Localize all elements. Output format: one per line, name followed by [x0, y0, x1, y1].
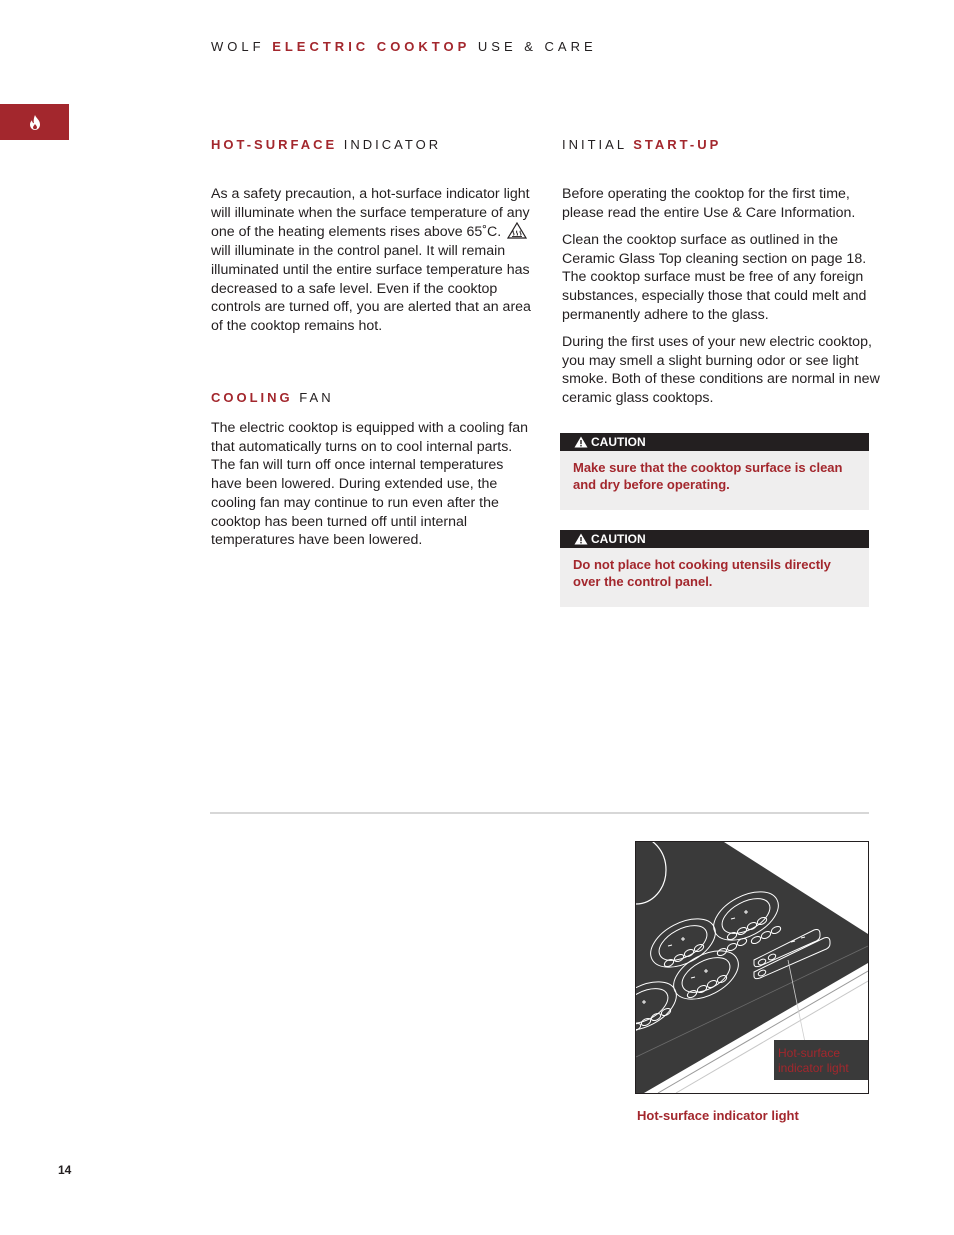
- caution-text: Do not place hot cooking utensils directly over the control panel.: [573, 557, 831, 589]
- hot-surface-warning-icon: [507, 222, 527, 239]
- startup-paragraph: Clean the cooktop surface as outlined in the Ceramic Glass Top cleaning section on page 18. The cooktop surface must be free of any foreign substances, especially those that could melt and permanently adhere to the glass.: [562, 231, 867, 323]
- header-product: ELECTRIC COOKTOP: [272, 39, 471, 54]
- hot-surface-text-1: As a safety precaution, a hot-surface indicator light will illuminate when the surface temperature of any one of the heating elements rises above 65˚C.: [211, 186, 530, 241]
- flame-icon: [29, 115, 41, 130]
- cooling-fan-paragraph: The electric cooktop is equipped with a cooling fan that automatically turns on to cool internal parts. The fan will turn off once internal temperatures have been lowered. During extended use, the cooling fan may continue to run even after the cooktop has been turned off until internal temperatures have been lowered.: [211, 420, 529, 549]
- warning-triangle-icon: [574, 533, 588, 545]
- initial-startup-title-bold: START-UP: [633, 137, 722, 152]
- hot-surface-title-bold: HOT-SURFACE: [211, 137, 338, 152]
- header-suffix: USE & CARE: [477, 39, 597, 54]
- callout-line-1: Hot-surface: [778, 1046, 841, 1060]
- figure-callout: [778, 1046, 849, 1076]
- figure-caption: Hot-surface indicator light: [637, 1108, 799, 1123]
- cooling-fan-title: [211, 390, 334, 405]
- initial-startup-title-rest: INITIAL: [562, 137, 627, 152]
- caution-box: [560, 433, 869, 510]
- hot-surface-title-rest: INDICATOR: [343, 137, 442, 152]
- callout-line-2: indicator light: [778, 1061, 849, 1075]
- startup-paragraph: During the first uses of your new electric cooktop, you may smell a slight burning odor or see light smoke. Both of these conditions are normal in new ceramic glass cooktops.: [562, 333, 880, 407]
- cooling-fan-title-rest: FAN: [299, 390, 334, 405]
- page-header: [211, 39, 597, 54]
- startup-paragraph: Before operating the cooktop for the first time, please read the entire Use & Care Information.: [562, 186, 856, 221]
- section-divider: [210, 812, 869, 814]
- hot-surface-body: [211, 185, 533, 344]
- hot-surface-text-2: will illuminate in the control panel. It will remain illuminated until the entire surface temperature has decreased to a safe level. Even if the cooktop controls are turned off, you are alerted that an area of the cooktop remains hot.: [211, 243, 531, 334]
- caution-label: CAUTION: [591, 532, 646, 546]
- warning-triangle-icon: [574, 436, 588, 448]
- header-brand: WOLF: [211, 39, 265, 54]
- caution-text: Make sure that the cooktop surface is clean and dry before operating.: [573, 460, 843, 492]
- caution-header: [560, 530, 869, 548]
- section-tab: [0, 104, 69, 140]
- cooling-fan-body: [211, 419, 533, 558]
- initial-startup-title: [562, 137, 721, 152]
- caution-header: [560, 433, 869, 451]
- cooling-fan-title-bold: COOLING: [211, 390, 293, 405]
- hot-surface-title: [211, 137, 441, 152]
- initial-startup-body: [562, 185, 882, 416]
- page-number: 14: [58, 1163, 72, 1177]
- caution-label: CAUTION: [591, 435, 646, 449]
- caution-box: [560, 530, 869, 607]
